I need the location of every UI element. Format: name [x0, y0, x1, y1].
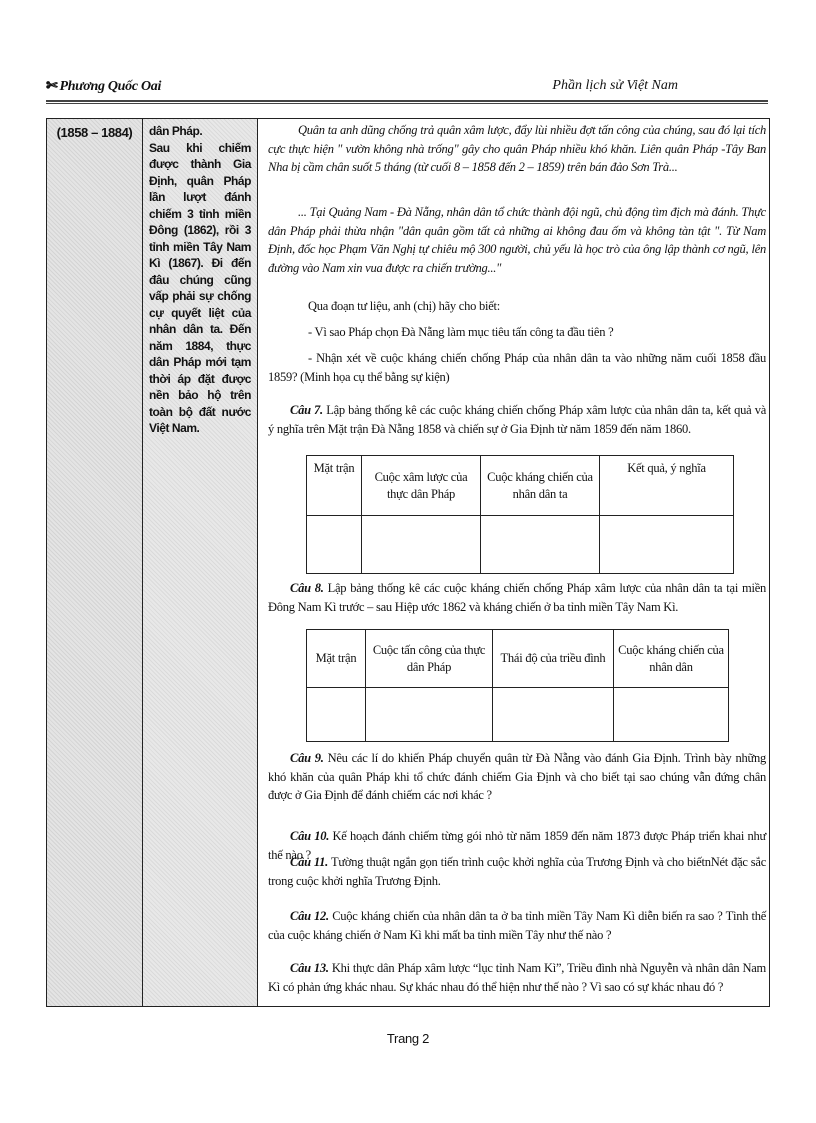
table-q7-header-front: Mặt trận: [307, 456, 362, 516]
question-13: [268, 959, 766, 996]
table-q7-cell: [600, 516, 734, 574]
question-9-label: Câu 9.: [290, 751, 324, 765]
summary-text: [143, 119, 257, 437]
question-9: [268, 749, 766, 805]
question-7: [268, 401, 766, 438]
table-q7-cell: [362, 516, 481, 574]
summary-column: [143, 119, 258, 1006]
question-13-label: Câu 13.: [290, 961, 329, 975]
table-q7: [306, 455, 734, 574]
header-rule: [46, 100, 768, 104]
table-q7-header-result: Kết quả, ý nghĩa: [600, 456, 734, 516]
table-q8-cell: [614, 688, 729, 742]
prompt-intro: Qua đoạn tư liệu, anh (chị) hãy cho biết:: [308, 299, 500, 313]
question-12-label: Câu 12.: [290, 909, 329, 923]
page-header: [46, 78, 768, 98]
table-q7-cell: [307, 516, 362, 574]
question-13-text: Khi thực dân Pháp xâm lược “lục tỉnh Nam Kì”, Triều đình nhà Nguyễn và nhân dân Nam Kì có phản ứng khác nhau. Sự khác nhau đó thể hiện như thế nào ? Vì sao có sự khác nhau đó ?: [268, 961, 766, 994]
table-q8-cell: [307, 688, 366, 742]
question-12-text: Cuộc kháng chiến của nhân dân ta ở ba tỉnh miền Tây Nam Kì diễn biến ra sao ? Tình thế của cuộc kháng chiến ở Nam Kì khi mất ba tỉnh miền Tây như thế nào ?: [268, 909, 767, 942]
question-11-label: Câu 11.: [290, 855, 329, 869]
prompt-bullet-1: - Vì sao Pháp chọn Đà Nẵng làm mục tiêu tấn công ta đầu tiên ?: [308, 325, 614, 339]
table-q8: [306, 629, 729, 742]
question-8-label: Câu 8.: [290, 581, 324, 595]
question-10-text: Kế hoạch đánh chiếm từng gói nhỏ từ năm 1859 đến năm 1873 được Pháp triển khai như thế nào ?: [268, 829, 766, 862]
table-q7-header-invasion: Cuộc xâm lược của thực dân Pháp: [362, 456, 481, 516]
table-q7-header-resistance: Cuộc kháng chiến của nhân dân ta: [481, 456, 600, 516]
table-q8-header-court: Thái độ của triều đình: [493, 630, 614, 688]
quote-paragraph-1: Quân ta anh dũng chống trả quân xâm lược, đẩy lùi nhiều đợt tấn công của chúng, sau đó lại tích cực thực hiện " vườn không nhà trống" gây cho quân Pháp nhiều khó khăn. Liên quân Pháp -Tây Ban Nha bị cầm chân suốt 5 tháng (từ cuối 8 – 1858 đến 2 – 1859) trên bán đảo Sơn Trà...: [268, 123, 766, 174]
question-11: [268, 853, 766, 890]
question-11-text: Tường thuật ngắn gọn tiến trình cuộc khởi nghĩa của Trương Định và cho biếtnNét đặc sắc trong cuộc khởi nghĩa Trương Định.: [268, 855, 766, 888]
period-label: (1858 – 1884): [56, 125, 133, 140]
table-q8-cell: [493, 688, 614, 742]
summary-line-2: Sau khi chiếm được thành Gia Định, quân Pháp lần lượt đánh chiếm 3 tỉnh miền Đông (1862), rồi 3 tỉnh miền Tây Nam Kì (1867). Đi đến đâu chúng cũng vấp phải sự chống cự quyết liệt của nhân dân ta. Đến năm 1884, thực dân Pháp mới tạm thời áp đặt được nền bảo hộ trên toàn bộ đất nước Việt Nam.: [149, 140, 251, 435]
page-number: Trang 2: [386, 1031, 430, 1046]
question-8: [268, 579, 766, 616]
question-7-text: Lập bảng thống kê các cuộc kháng chiến chống Pháp xâm lược của nhân dân ta, kết quả và ý nghĩa trên Mặt trận Đà Nẵng 1858 và chiến sự ở Gia Định từ năm 1859 đến năm 1860.: [268, 403, 767, 436]
table-q7-cell: [481, 516, 600, 574]
table-q8-cell: [366, 688, 493, 742]
content-table: [46, 118, 770, 1007]
question-9-text: Nêu các lí do khiến Pháp chuyển quân từ Đà Nẵng vào đánh Gia Định. Trình bày những khó khăn của quân Pháp khi tổ chức đánh chiếm Gia Định và cho biết tại sao chúng vẫn đứng chân được ở Gia Định để đánh chiếm các nơi khác ?: [268, 751, 767, 802]
table-q8-header-resistance: Cuộc kháng chiến của nhân dân: [614, 630, 729, 688]
quote-paragraph-2: ... Tại Quảng Nam - Đà Nẵng, nhân dân tổ chức thành đội ngũ, chủ động tìm địch mà đánh. Thực dân Pháp phải thừa nhận "dân quân gồm tất cả những ai không đau ốm và không tàn tật ". Từ Nam Định, đốc học Phạm Văn Nghị tự chiêu mộ 300 người, chủ yếu là học trò của ông lập thành cơ ngũ, lên đường vào Nam xin vua được ra chiến trường...": [268, 205, 766, 275]
scissors-icon: ✄: [46, 79, 58, 94]
prompt-bullet-2: - Nhận xét về cuộc kháng chiến chống Pháp của nhân dân ta vào những năm cuối 1858 đầu 1859? (Minh họa cụ thể bằng sự kiện): [268, 351, 766, 384]
period-column: [47, 119, 143, 1006]
question-7-label: Câu 7.: [290, 403, 323, 417]
header-author: ✄ Phương Quốc Oai: [46, 79, 162, 94]
table-q8-header-attack: Cuộc tấn công của thực dân Pháp: [366, 630, 493, 688]
question-10-label: Câu 10.: [290, 829, 330, 843]
header-subject: Phần lịch sử Việt Nam: [552, 78, 678, 93]
question-12: [268, 907, 766, 944]
table-q8-header-front: Mặt trận: [307, 630, 366, 688]
question-8-text: Lập bảng thống kê các cuộc kháng chiến chống Pháp xâm lược của nhân dân ta tại miền Đông Nam Kì trước – sau Hiệp ước 1862 và kháng chiến ở ba tỉnh miền Tây Nam Kì.: [268, 581, 767, 614]
summary-line-1: dân Pháp.: [149, 124, 203, 138]
